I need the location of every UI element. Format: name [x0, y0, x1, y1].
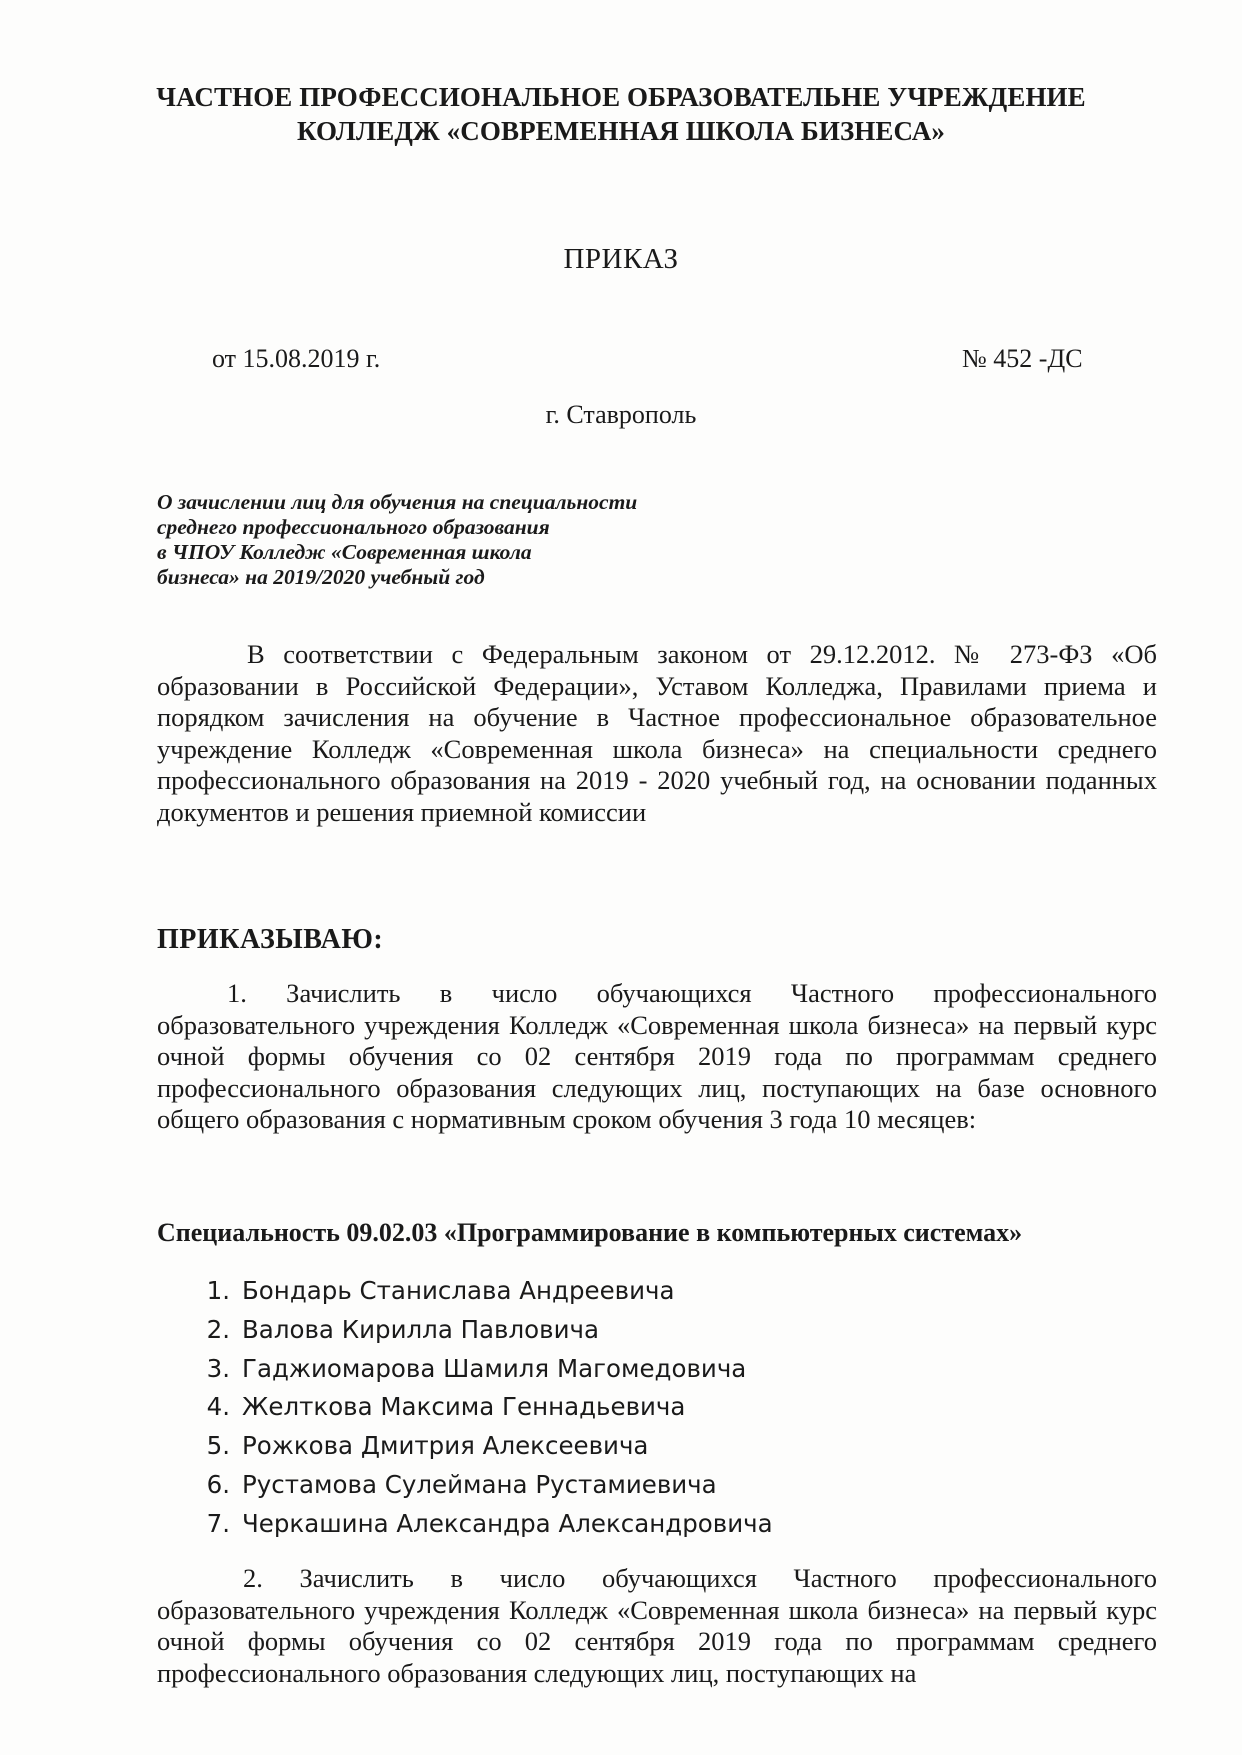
student-name: Гаджиомарова Шамиля Магомедовича	[242, 1353, 747, 1383]
organization-name-line-2: КОЛЛЕДЖ «СОВРЕМЕННАЯ ШКОЛА БИЗНЕСА»	[297, 116, 945, 146]
subject-line: бизнеса» на 2019/2020 учебный год	[157, 565, 485, 589]
list-item-number: 7.	[206, 1508, 230, 1538]
organization-name-line-1: ЧАСТНОЕ ПРОФЕССИОНАЛЬНОЕ ОБРАЗОВАТЕЛЬНЕ УЧРЕЖДЕНИЕ	[156, 82, 1086, 112]
list-item	[190, 1505, 773, 1544]
list-item-number: 2.	[206, 1314, 230, 1344]
student-list	[190, 1272, 773, 1544]
list-item-number: 3.	[206, 1353, 230, 1383]
student-name: Рустамова Сулеймана Рустамиевича	[242, 1469, 717, 1499]
order-city: г. Ставрополь	[545, 400, 697, 429]
list-item-number: 6.	[206, 1469, 230, 1499]
list-item-number: 1.	[206, 1276, 230, 1305]
list-item-number: 5.	[206, 1431, 230, 1461]
student-name: Валова Кирилла Павловича	[242, 1314, 599, 1344]
list-item-number: 4.	[206, 1392, 230, 1422]
student-name: Черкашина Александра Александровича	[242, 1508, 773, 1538]
list-item	[190, 1350, 773, 1389]
list-item	[190, 1427, 773, 1466]
list-item	[190, 1311, 773, 1350]
student-name: Бондарь Станислава Андреевича	[242, 1276, 675, 1305]
student-name: Рожкова Дмитрия Алексеевича	[242, 1431, 649, 1461]
student-name: Желткова Максима Геннадьевича	[242, 1392, 686, 1422]
document-title: ПРИКАЗ	[563, 243, 679, 275]
decree-heading: ПРИКАЗЫВАЮ:	[157, 924, 384, 955]
specialty-heading: Специальность 09.02.03 «Программирование в компьютерных системах»	[157, 1218, 1023, 1247]
list-item	[190, 1272, 773, 1311]
clause-2-paragraph: 2. Зачислить в число обучающихся Частного профессионального образовательного учреждения Колледж «Современная школа бизнеса» на первый курс очной формы обучения со 02 сентября 2019 года по программам среднего профессионального образования следующих лиц, поступающих на	[157, 1563, 1157, 1688]
subject-line: О зачислении лиц для обучения на специальности	[157, 490, 638, 514]
clause-1-paragraph: 1. Зачислить в число обучающихся Частного профессионального образовательного учреждения Колледж «Современная школа бизнеса» на первый курс очной формы обучения со 02 сентября 2019 года по программам среднего профессионального образования следующих лиц, поступающих на базе основного общего образования с нормативным сроком обучения 3 года 10 месяцев:	[157, 978, 1157, 1134]
list-item	[190, 1466, 773, 1505]
subject-line: среднего профессионального образования	[157, 515, 550, 539]
order-number: № 452 -ДС	[962, 344, 1083, 373]
list-item	[190, 1388, 773, 1427]
order-subject	[157, 490, 777, 590]
subject-line: в ЧПОУ Колледж «Современная школа	[157, 540, 532, 564]
order-date: от 15.08.2019 г.	[212, 344, 381, 373]
preamble-paragraph: В соответствии с Федеральным законом от 29.12.2012. № 273-ФЗ «Об образовании в Российской Федерации», Уставом Колледжа, Правилами приема и порядком зачисления на обучение в Частное профессиональное образовательное учреждение Колледж «Современная школа бизнеса» на специальности среднего профессионального образования на 2019 - 2020 учебный год, на основании поданных документов и решения приемной комиссии	[157, 639, 1157, 827]
